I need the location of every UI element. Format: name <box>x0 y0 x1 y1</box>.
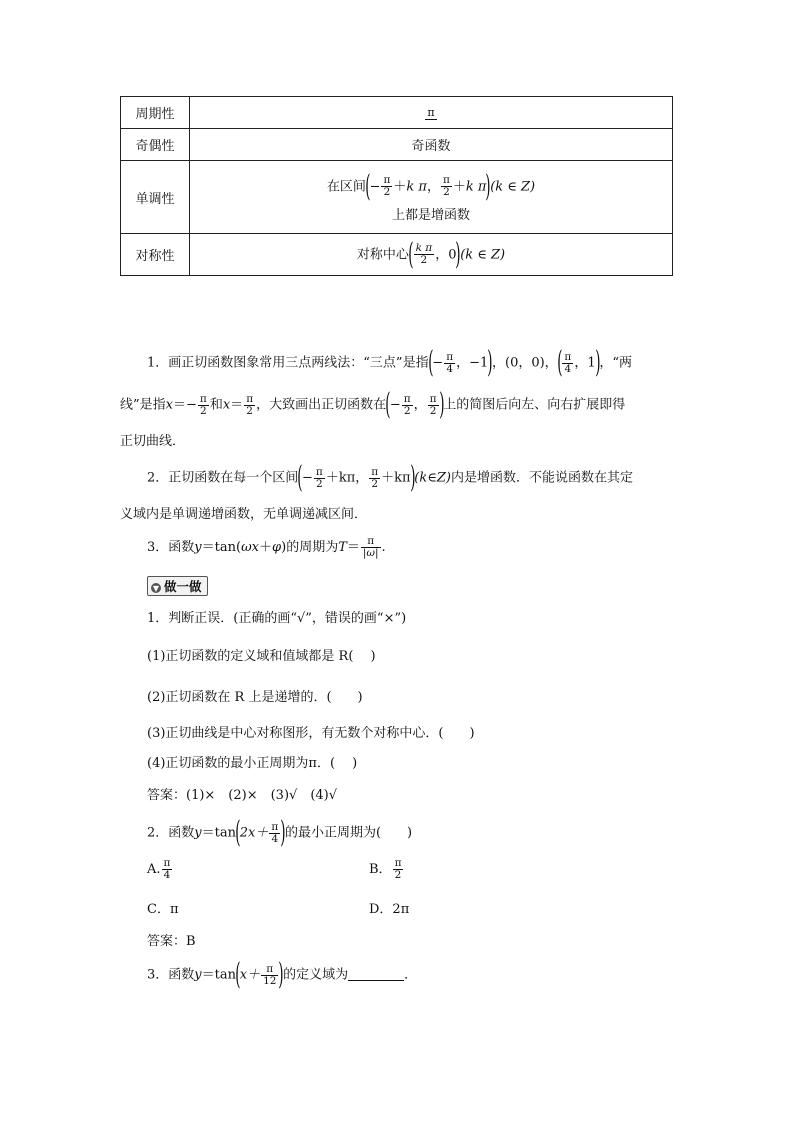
label-parity: 奇偶性 <box>121 129 190 161</box>
note-2-line-2: 义域内是单调递增函数，无单调递减区间． <box>120 507 368 522</box>
value-periodicity: π <box>190 97 673 129</box>
frac-kpi-over-2: $\frac{\text{k π}}{2}$ <box>415 242 433 266</box>
q1-item-2: (2)正切函数在 R 上是递增的．( ) <box>147 690 363 705</box>
q2-option-c: C．π <box>147 902 179 917</box>
q1-item-1: (1)正切函数的定义域和值域都是 R( ) <box>147 649 376 664</box>
note-2-line-1: 2．正切函数在每一个区间(− $\frac{\pi}{2}$ ＋kπ， $\frac{\pi}{2}$ ＋kπ)(k∈Z)内是增函数．不能说函数在其定 <box>147 460 633 495</box>
exercise-badge: ▼ 做一做 <box>147 576 208 596</box>
note-1-line-1: 1．画正切函数图象常用三点两线法：“三点”是指(− $\frac{\pi}{4}$ ，−1)，(0，0)，( $\frac{\pi}{4}$ ，1)，“两 <box>147 345 632 380</box>
properties-table <box>120 96 673 276</box>
row-parity <box>121 129 673 161</box>
note-3: 3．函数y＝tan(ωx＋φ)的周期为T＝ $\frac{\pi}{|\omega|}$ . <box>147 535 386 559</box>
row-monotonicity <box>121 161 673 234</box>
row-periodicity <box>121 97 673 129</box>
value-symmetry: 对称中心( $\frac{\text{k π}}{2}$ ，0)(k ∈ Z) <box>190 234 673 276</box>
label-monotonicity: 单调性 <box>121 161 190 234</box>
value-parity: 奇函数 <box>190 129 673 161</box>
monotonicity-conclusion: 上都是增函数 <box>391 207 470 223</box>
note-1-line-3: 正切曲线． <box>120 434 186 449</box>
row-symmetry <box>121 234 673 276</box>
q1-item-3: (3)正切曲线是中心对称图形，有无数个对称中心．( ) <box>147 726 475 741</box>
q2-option-d: D．2π <box>369 902 410 917</box>
q1-answer: 答案：(1)× (2)× (3)√ (4)√ <box>147 788 338 803</box>
q1-stem: 1．判断正误．(正确的画“√”，错误的画“×”) <box>147 611 407 626</box>
note-1-line-2: 线”是指x＝− $\frac{\pi}{2}$ 和x＝ $\frac{\pi}{2}$ ，大致画出正切函数在(− $\frac{\pi}{2}$ ， $\frac{\pi}{2}$ )上的简图后向左、向右扩展即得 <box>120 387 626 422</box>
q1-item-4: (4)正切函数的最小正周期为π．( ) <box>147 756 358 771</box>
q2-option-a: A. $\frac{\pi}{4}$ <box>147 857 171 881</box>
label-symmetry: 对称性 <box>121 234 190 276</box>
monotonicity-interval: 在区间(− $\frac{\pi}{2}$ ＋k π， $\frac{\pi}{2}$ ＋k π)(k ∈ Z) <box>326 168 536 204</box>
frac-pi-over-2: $\frac{\pi}{2}$ <box>383 174 391 198</box>
value-monotonicity <box>190 161 673 234</box>
frac-pi-over-2-b: $\frac{\pi}{2}$ <box>442 174 450 198</box>
chevron-down-icon: ▼ <box>152 583 160 593</box>
q2-answer: 答案：B <box>147 934 196 949</box>
answer-blank[interactable] <box>348 968 404 981</box>
q2-stem: 2．函数y＝tan(2x＋ $\frac{\pi}{4}$ )的最小正周期为( ) <box>147 815 413 850</box>
q2-option-b: B． $\frac{\pi}{2}$ <box>369 857 402 881</box>
label-periodicity: 周期性 <box>121 97 190 129</box>
q3-stem: 3．函数y＝tan(x＋ $\frac{\pi}{12}$ )的定义域为 ． <box>147 957 418 992</box>
